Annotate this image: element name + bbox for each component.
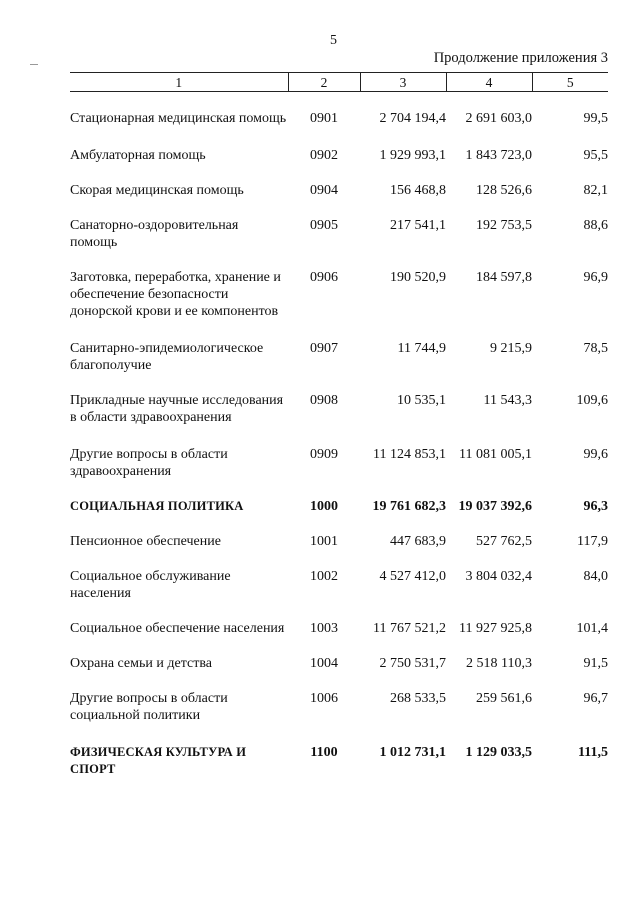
table-row <box>70 182 608 199</box>
row-value-col-5: 99,5 <box>583 111 608 126</box>
row-value-col-4: 527 762,5 <box>476 534 532 549</box>
continuation-label: Продолжение приложения 3 <box>433 50 608 66</box>
row-spacer <box>70 602 608 620</box>
row-spacer-cell <box>70 374 608 392</box>
row-value-col-3: 268 533,5 <box>390 691 446 706</box>
row-code: 0901 <box>310 111 338 126</box>
row-value-col-4: 3 804 032,4 <box>465 569 532 584</box>
row-code: 1002 <box>310 569 338 584</box>
row-spacer <box>70 199 608 217</box>
row-spacer <box>70 374 608 392</box>
row-spacer-cell <box>70 251 608 269</box>
row-value-col-4: 1 129 033,5 <box>465 745 532 760</box>
row-spacer-cell <box>70 637 608 655</box>
row-spacer <box>70 637 608 655</box>
row-name: СОЦИАЛЬНАЯ ПОЛИТИКА <box>70 499 244 513</box>
row-name: Амбулаторная помощь <box>70 148 206 163</box>
row-name: Охрана семьи и детства <box>70 656 212 671</box>
row-code: 1001 <box>310 534 338 549</box>
row-spacer <box>70 127 608 147</box>
row-value-col-3: 19 761 682,3 <box>372 499 446 514</box>
table-row <box>70 568 608 602</box>
row-value-col-3: 11 124 853,1 <box>373 447 446 462</box>
budget-table <box>70 72 608 778</box>
table-row <box>70 655 608 672</box>
row-value-col-5: 91,5 <box>583 656 608 671</box>
table-row <box>70 446 608 480</box>
row-value-col-5: 96,7 <box>583 691 608 706</box>
row-value-col-3: 447 683,9 <box>390 534 446 549</box>
row-code: 1100 <box>310 745 338 760</box>
row-spacer <box>70 164 608 182</box>
row-name: Санитарно-эпидемиологическое благополучие <box>70 341 264 373</box>
row-spacer-cell <box>70 199 608 217</box>
row-value-col-4: 11 081 005,1 <box>459 447 532 462</box>
row-value-col-3: 1 012 731,1 <box>379 745 446 760</box>
row-value-col-4: 2 691 603,0 <box>465 111 532 126</box>
row-value-col-5: 109,6 <box>576 393 608 408</box>
row-spacer-cell <box>70 602 608 620</box>
row-spacer <box>70 251 608 269</box>
table-row <box>70 498 608 515</box>
row-value-col-4: 184 597,8 <box>476 270 532 285</box>
row-spacer-cell <box>70 320 608 340</box>
row-code: 0904 <box>310 183 338 198</box>
row-value-col-3: 2 750 531,7 <box>379 656 446 671</box>
table-row <box>70 690 608 724</box>
row-code: 0908 <box>310 393 338 408</box>
row-name: Прикладные научные исследования в области здравоохранения <box>70 393 284 425</box>
row-spacer <box>70 320 608 340</box>
row-value-col-4: 19 037 392,6 <box>458 499 532 514</box>
row-value-col-5: 96,9 <box>583 270 608 285</box>
table-body <box>70 92 608 779</box>
row-value-col-5: 117,9 <box>577 534 608 549</box>
row-code: 1000 <box>310 499 338 514</box>
row-value-col-5: 99,6 <box>583 447 608 462</box>
row-value-col-5: 88,6 <box>583 218 608 233</box>
page-number: 5 <box>330 33 337 48</box>
row-spacer <box>70 550 608 568</box>
table-row <box>70 217 608 251</box>
row-value-col-3: 11 744,9 <box>397 341 446 356</box>
table-row <box>70 92 608 128</box>
row-value-col-3: 4 527 412,0 <box>379 569 446 584</box>
row-value-col-5: 95,5 <box>583 148 608 163</box>
row-name: ФИЗИЧЕСКАЯ КУЛЬТУРА И СПОРТ <box>70 745 247 776</box>
row-value-col-4: 9 215,9 <box>490 341 532 356</box>
table-row <box>70 392 608 426</box>
row-value-col-4: 2 518 110,3 <box>466 656 532 671</box>
row-name: Другие вопросы в области социальной политики <box>70 691 228 723</box>
row-value-col-4: 259 561,6 <box>476 691 532 706</box>
header-col-3: 3 <box>360 73 446 92</box>
row-spacer-cell <box>70 672 608 690</box>
row-code: 0902 <box>310 148 338 163</box>
row-value-col-3: 1 929 993,1 <box>379 148 446 163</box>
row-code: 0905 <box>310 218 338 233</box>
row-value-col-4: 11 927 925,8 <box>459 621 532 636</box>
row-value-col-3: 217 541,1 <box>390 218 446 233</box>
row-value-col-4: 128 526,6 <box>476 183 532 198</box>
row-value-col-4: 192 753,5 <box>476 218 532 233</box>
row-value-col-3: 11 767 521,2 <box>373 621 446 636</box>
row-value-col-5: 101,4 <box>576 621 608 636</box>
row-value-col-4: 1 843 723,0 <box>465 148 532 163</box>
row-value-col-5: 96,3 <box>583 499 608 514</box>
table-row <box>70 620 608 637</box>
row-spacer <box>70 480 608 498</box>
row-spacer-cell <box>70 515 608 533</box>
row-name: Социальное обеспечение населения <box>70 621 285 636</box>
table-row <box>70 147 608 164</box>
row-name: Заготовка, переработка, хранение и обеспечение безопасности донорской крови и ее компонентов <box>70 270 281 319</box>
row-name: Скорая медицинская помощь <box>70 183 244 198</box>
row-code: 0909 <box>310 447 338 462</box>
header-col-5: 5 <box>532 73 608 92</box>
row-code: 0907 <box>310 341 338 356</box>
table-row <box>70 533 608 550</box>
row-spacer-cell <box>70 550 608 568</box>
header-col-1: 1 <box>70 73 288 92</box>
row-code: 1004 <box>310 656 338 671</box>
row-spacer-cell <box>70 480 608 498</box>
header-col-4: 4 <box>446 73 532 92</box>
row-code: 0906 <box>310 270 338 285</box>
row-value-col-5: 82,1 <box>583 183 608 198</box>
row-value-col-5: 84,0 <box>583 569 608 584</box>
row-spacer-cell <box>70 127 608 147</box>
header-row <box>70 73 608 92</box>
row-name: Другие вопросы в области здравоохранения <box>70 447 228 479</box>
table-row <box>70 340 608 374</box>
row-spacer <box>70 672 608 690</box>
table-row <box>70 269 608 320</box>
row-name: Пенсионное обеспечение <box>70 534 221 549</box>
row-value-col-3: 156 468,8 <box>390 183 446 198</box>
row-code: 1003 <box>310 621 338 636</box>
row-spacer-cell <box>70 426 608 446</box>
row-value-col-3: 2 704 194,4 <box>379 111 446 126</box>
row-spacer-cell <box>70 724 608 744</box>
row-value-col-3: 190 520,9 <box>390 270 446 285</box>
row-spacer <box>70 515 608 533</box>
row-code: 1006 <box>310 691 338 706</box>
row-value-col-4: 11 543,3 <box>483 393 532 408</box>
scan-speck <box>30 64 38 65</box>
row-name: Стационарная медицинская помощь <box>70 111 287 126</box>
row-value-col-5: 111,5 <box>578 745 608 760</box>
row-spacer <box>70 426 608 446</box>
row-value-col-3: 10 535,1 <box>397 393 446 408</box>
header-col-2: 2 <box>288 73 360 92</box>
row-value-col-5: 78,5 <box>583 341 608 356</box>
row-name: Социальное обслуживание населения <box>70 569 231 601</box>
table-row <box>70 744 608 778</box>
row-spacer <box>70 724 608 744</box>
row-spacer-cell <box>70 164 608 182</box>
row-name: Санаторно-оздоровительная помощь <box>70 218 239 250</box>
